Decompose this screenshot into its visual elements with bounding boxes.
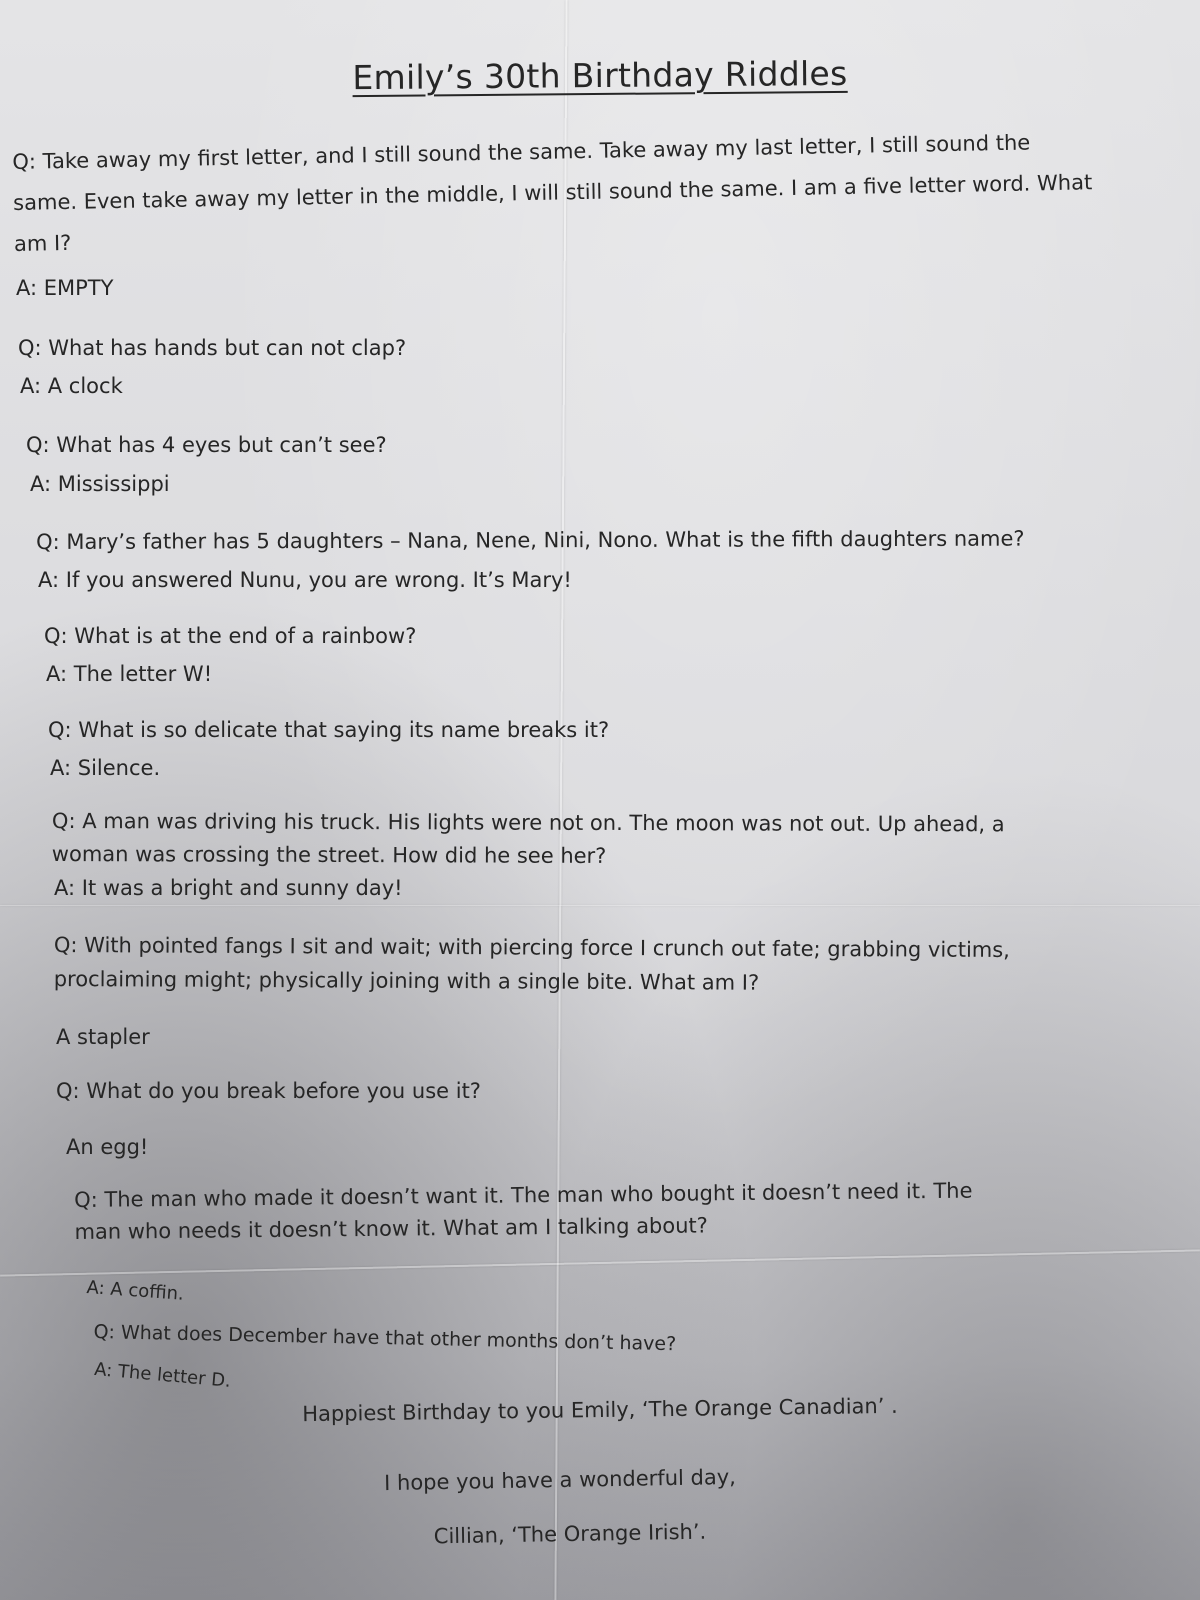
riddle-11-answer: A: The letter D. [93, 1358, 232, 1392]
riddle-4-answer: A: If you answered Nunu, you are wrong. It’s Mary! [38, 568, 572, 592]
document-title: Emily’s 30th Birthday Riddles [352, 53, 848, 98]
riddle-4-question: Q: Mary’s father has 5 daughters – Nana, Nene, Nini, Nono. What is the fifth daughters name? [36, 526, 1025, 554]
riddle-2-answer: A: A clock [20, 374, 123, 398]
riddle-10-question: Q: The man who made it doesn’t want it. The man who bought it doesn’t need it. The man who needs it doesn’t know it. What am I talking about? [74, 1178, 973, 1244]
closing-line-2: I hope you have a wonderful day, [383, 1464, 737, 1496]
riddle-11-question: Q: What does December have that other months don’t have? [93, 1320, 677, 1356]
riddle-7-question: Q: A man was driving his truck. His lights were not on. The moon was not out. Up ahead, a woman was crossing the street. How did he see her? [51, 809, 1005, 868]
riddle-9-answer: An egg! [66, 1135, 149, 1159]
riddle-8-answer: A stapler [56, 1025, 150, 1049]
closing-line-3: Cillian, ‘The Orange Irish’. [433, 1519, 707, 1549]
riddle-3-answer: A: Mississippi [30, 472, 170, 496]
riddle-6-question: Q: What is so delicate that saying its name breaks it? [48, 718, 610, 742]
riddle-9-question: Q: What do you break before you use it? [56, 1079, 481, 1103]
riddle-10-answer: A: A coffin. [85, 1276, 185, 1305]
riddle-7-answer: A: It was a bright and sunny day! [54, 876, 403, 900]
riddle-1-question: Q: Take away my first letter, and I still sound the same. Take away my last letter, I still sound the same. Even take away my letter in the middle, I will still sound the same. I am a five letter word. What am I? [12, 130, 1093, 256]
riddle-1-answer: A: EMPTY [16, 276, 114, 300]
closing-line-1: Happiest Birthday to you Emily, ‘The Orange Canadian’ . [302, 1393, 898, 1427]
riddle-3-question: Q: What has 4 eyes but can’t see? [26, 433, 387, 457]
riddle-8-question: Q: With pointed fangs I sit and wait; with piercing force I crunch out fate; grabbing victims, proclaiming might; physically joining with a single bite. What am I? [53, 932, 1010, 995]
riddle-2-question: Q: What has hands but can not clap? [18, 336, 407, 360]
paper-fold-horizontal [0, 1249, 1200, 1276]
riddle-5-answer: A: The letter W! [46, 662, 213, 686]
riddle-6-answer: A: Silence. [50, 756, 161, 780]
riddle-5-question: Q: What is at the end of a rainbow? [44, 624, 417, 648]
